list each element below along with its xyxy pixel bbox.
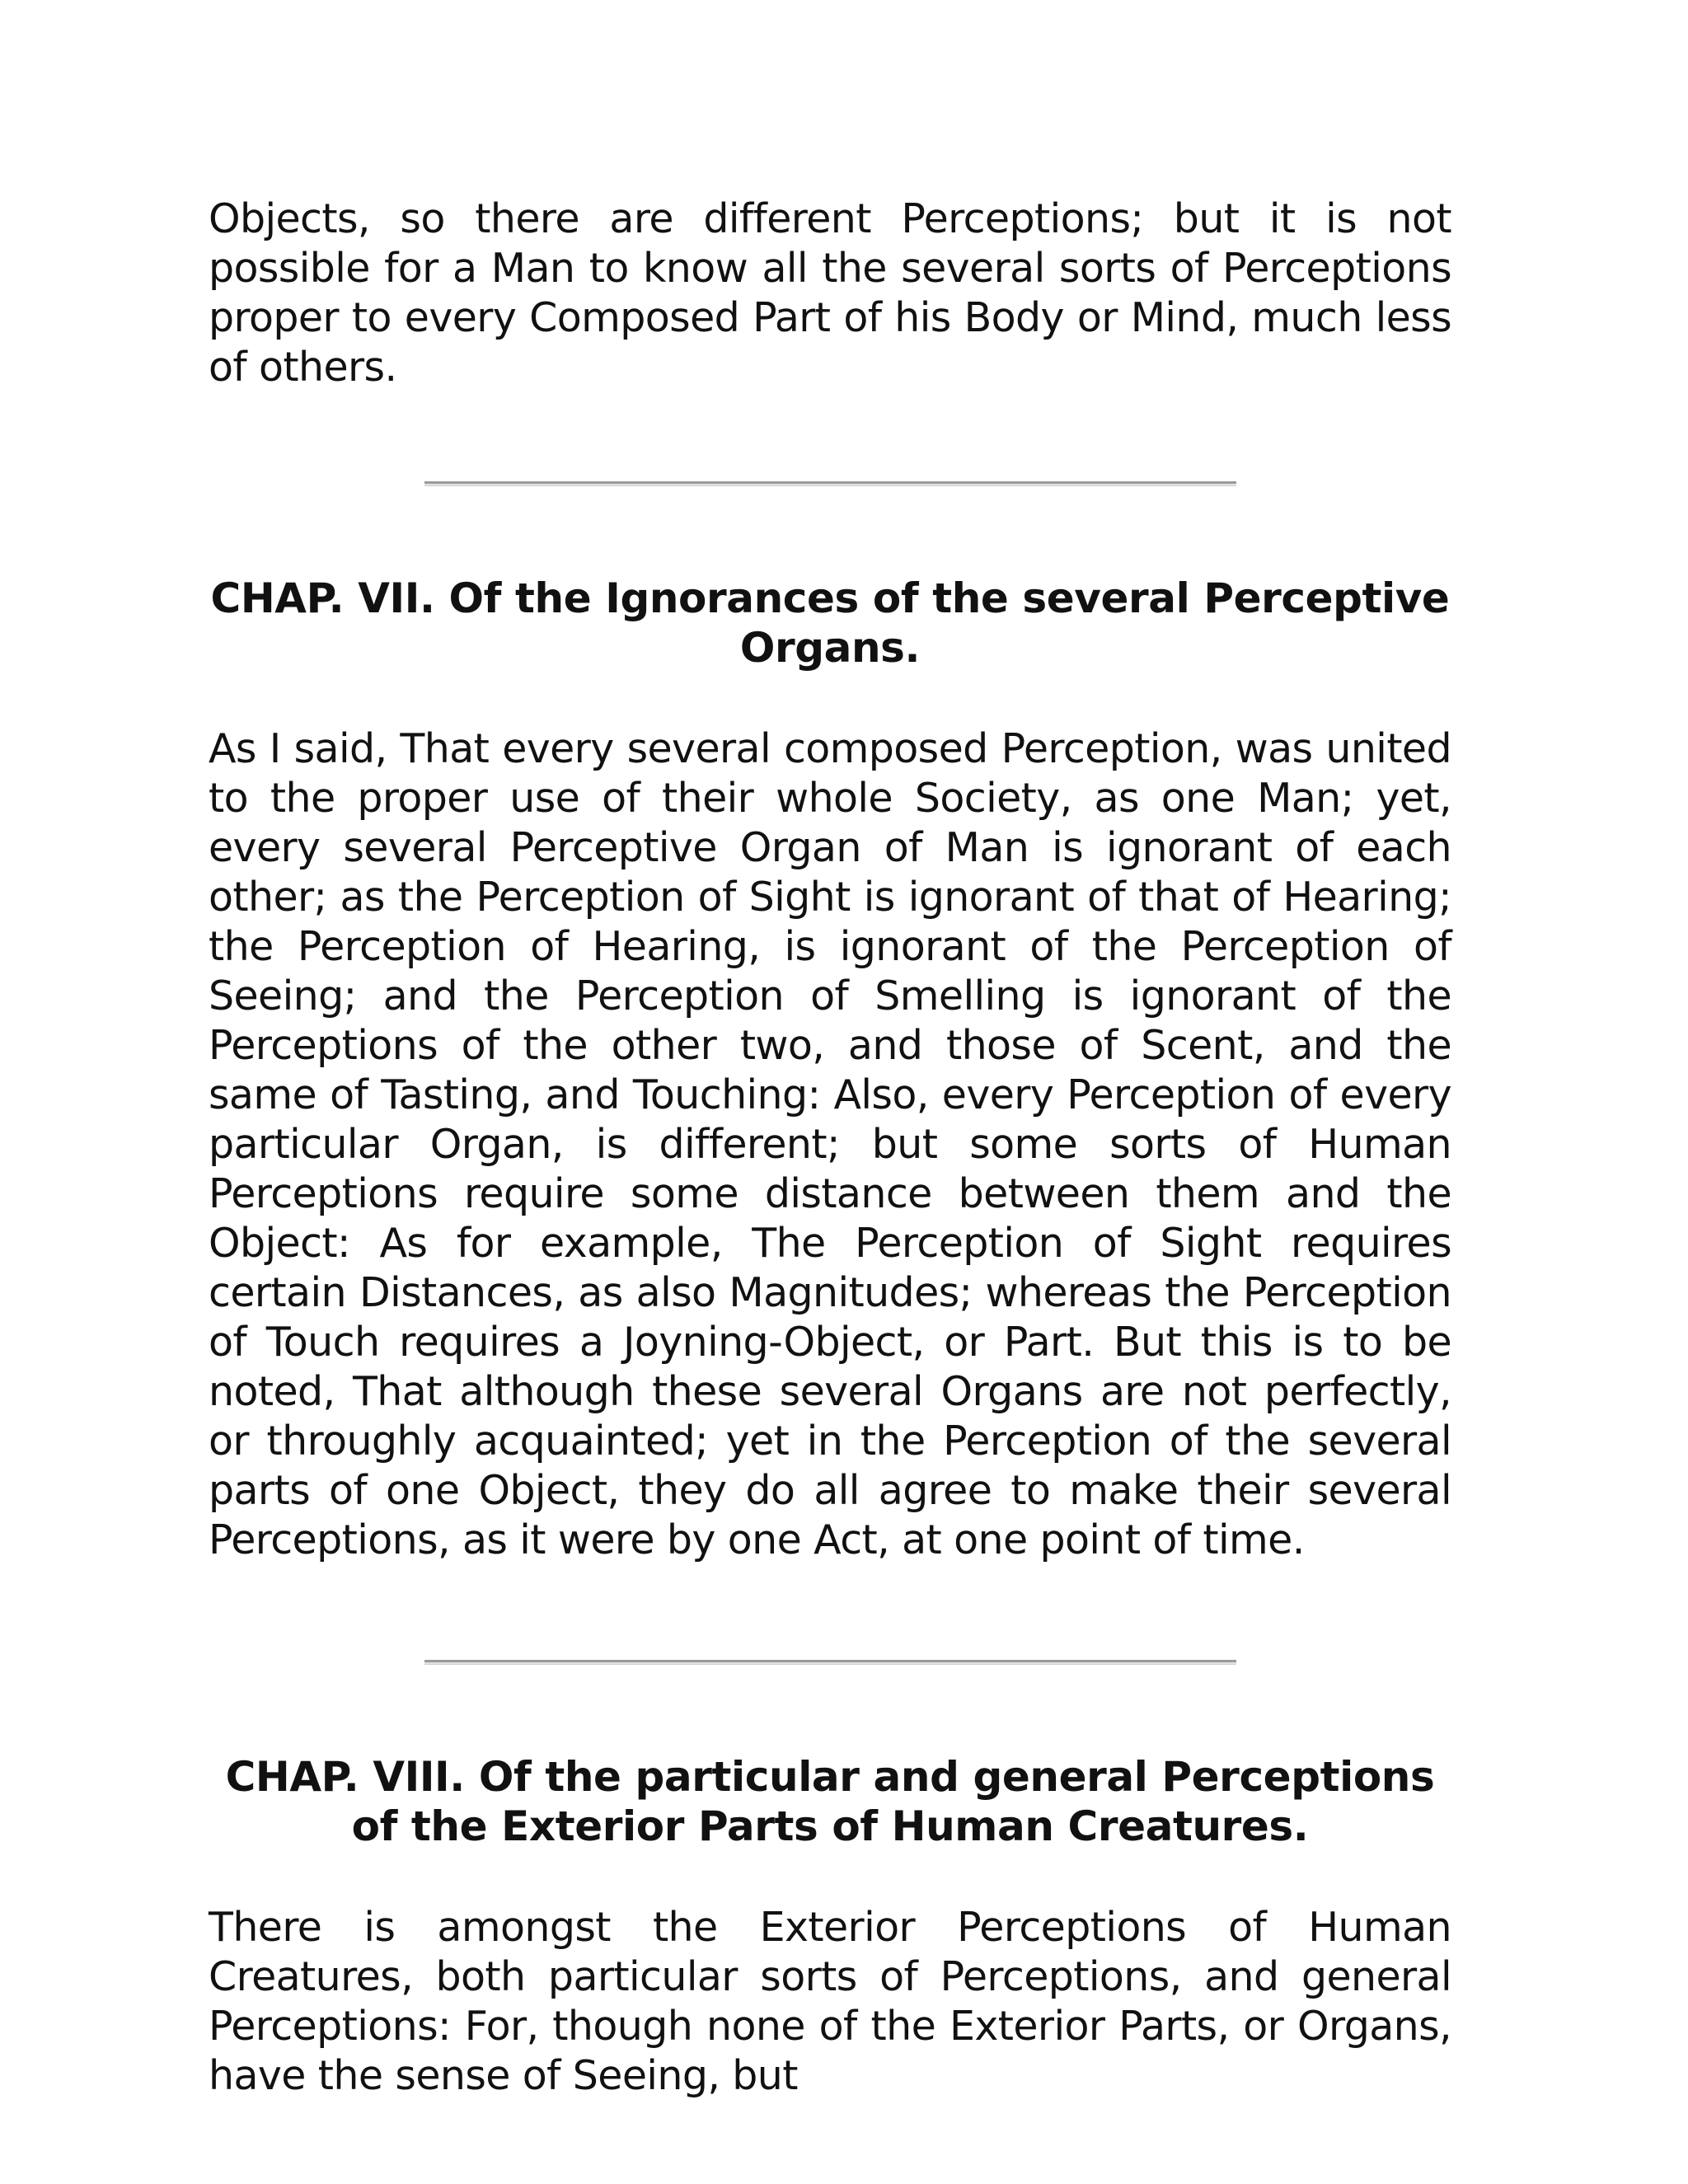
chapter-7-body: As I said, That every several composed Perception, was united to the proper use of their whole Society, as one Man; yet, every several Perceptive Organ of Man is ignorant of each other; as the Perception of Sight is ignorant of that of Hearing; the Perception of Hearing, is ignorant of the Perception of Seeing; and the Perception of Smelling is ignorant of the Perceptions of the other two, and those of Scent, and the same of Tasting, and Touching: Also, every Perception of every particular Organ, is different; but some sorts of Human Perceptions require some distance between them and the Object: As for example, The Perception of Sight requires certain Distances, as also Magnitudes; whereas the Perception of Touch requires a Joyning-Object, or Part. But this is to be noted, That although these several Organs are not perfectly, or throughly acquainted; yet in the Perception of the several parts of one Object, they do all agree to make their several Perceptions, as it were by one Act, at one point of time. bbox=[209, 725, 1451, 1563]
paragraph-continuation: Objects, so there are different Perceptions; but it is not possible for a Man to know all the several sorts of Perceptions proper to every Composed Part of his Body or Mind, much less of others. bbox=[209, 195, 1451, 391]
horizontal-divider bbox=[424, 481, 1236, 485]
chapter-8-body: There is amongst the Exterior Perceptions of Human Creatures, both particular sorts of Perceptions, and general Perceptions: For, though none of the Exterior Parts, or Organs, have the sense of Seeing, but bbox=[209, 1904, 1451, 2099]
document-page bbox=[209, 194, 1451, 2101]
chapter-8-heading: CHAP. VIII. Of the particular and general Perceptions of the Exterior Parts of Human Creatures. bbox=[225, 1753, 1435, 1850]
chapter-7-heading: CHAP. VII. Of the Ignorances of the several Perceptive Organs. bbox=[210, 574, 1450, 672]
horizontal-divider bbox=[424, 1660, 1236, 1664]
